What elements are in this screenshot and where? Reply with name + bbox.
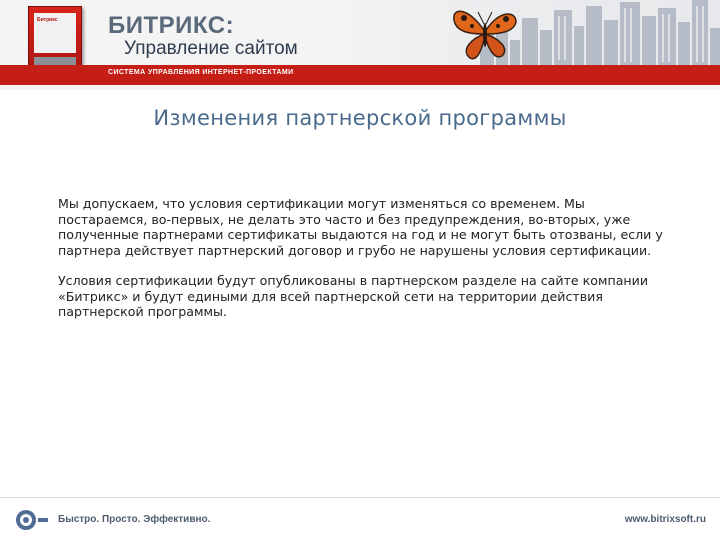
body-paragraph: Мы допускаем, что условия сертификации могут изменяться со временем. Мы постараемся, во-первых, не делать это часто и без предупреждения, во-вторых, уже полученные партнерами сертификаты выдаются на год и не могут быть отозваны, если у партнера действует партнерский договор и грубо не нарушены условия сертификации. bbox=[58, 196, 663, 258]
header-tagline: СИСТЕМА УПРАВЛЕНИЯ ИНТЕРНЕТ-ПРОЕКТАМИ bbox=[108, 69, 294, 76]
slide-title: Изменения партнерской программы bbox=[153, 106, 567, 130]
box-brand-text: Битрикс bbox=[37, 17, 58, 23]
slide-header bbox=[0, 0, 720, 90]
brand-title: БИТРИКС: bbox=[108, 12, 235, 39]
footer-slogan: Быстро. Просто. Эффективно. bbox=[58, 514, 211, 525]
slide-body bbox=[58, 196, 668, 335]
bitrix-logo-icon bbox=[14, 506, 50, 534]
butterfly-icon bbox=[448, 4, 522, 64]
footer-divider bbox=[0, 497, 720, 498]
footer-website-link[interactable]: www.bitrixsoft.ru bbox=[624, 514, 706, 525]
box-face bbox=[34, 13, 76, 53]
body-paragraph: Условия сертификации будут опубликованы в партнерском разделе на сайте компании «Битрикс» и будут едиными для всей партнерской сети на территории действия партнерской программы. bbox=[58, 273, 649, 319]
brand-subtitle: Управление сайтом bbox=[124, 38, 298, 59]
